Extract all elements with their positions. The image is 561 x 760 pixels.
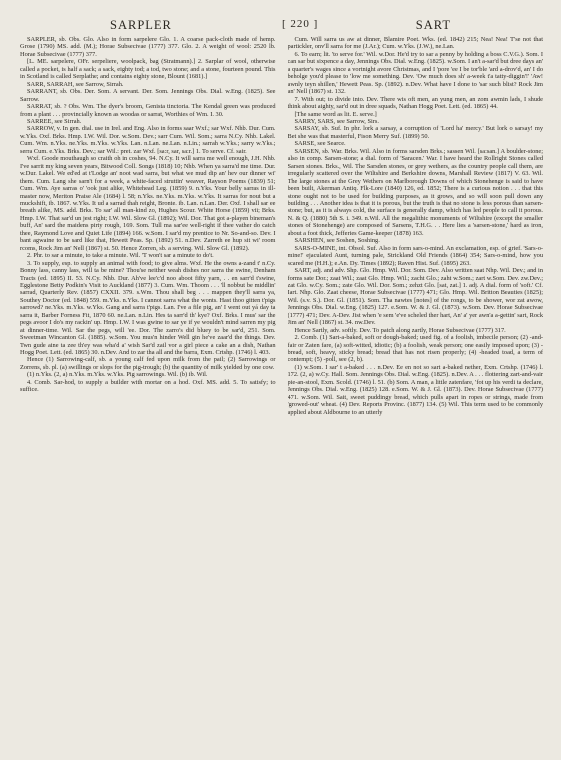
left-column [20, 36, 276, 760]
entry-paragraph: 7. With out; to divide into. Dev. There wis oft men, an yung men, an zom awmin lads, I shude think about aighty, sar'd out in dree squads, Nathan Hogg Poet. Lett. (ed. 1865) 44. [287, 95, 543, 111]
entry-paragraph: [The same word as lit. E. serve.] [294, 110, 377, 118]
entry-paragraph: SARRANT, sb. Obs. Der. Som. A servant. Der. Som. Jennings Obs. Dial. w.Eng. (1825). See Sarrow. [20, 88, 276, 103]
entry-paragraph: SARR, SARRAH, see Sarrow, Sirrah. [27, 80, 124, 88]
entry-paragraph: 6. To earn; lit. 'to serve for.' Wil. w.Dor. He'd try to sar a penny by holding a boss C.V.G.). Som. I can sar but sixpence a day, Jennings Obs. Dial. w.Eng. (1825). w.Som. I an't a-sar'd but dree days an' a quarter's wages since a vortnight avore Christmas, and I 'pore 'ee I be tor'ble 'ard a-drov'd, an' I do beholge you'd please to 'low me something. Dev. 'Ow much does sh' a-week t'a tatty-diggin'!' 'Aw! awnly teyn shillen,' Hewett Peas. Sp. (1892). n.Dev. What have I done to 'sar such blist? Rock Jim an' Nell (1867) st. 132. [287, 50, 543, 96]
entry-paragraph: (1) n.Yks. (2, a) n.Yks. m.Yks. w.Yks. Pig sarrowings. Wil. (b) ib. Wil. [27, 371, 208, 379]
entry-paragraph: 4. Comb. Sar-hod, to supply a builder with mortar on a hod. Oxf. MS. add. 5. To satisfy; to suffice. [20, 378, 276, 394]
entry-paragraph: 3. To supply, esp. to supply an animal with food; to give alms. Wxf. He the owns a-zand t' n.Cy. Bonny lass, canny lass, will ta be mine? Thou'se neither weah dishes nor sarra the swine, Denham Tracts (ed. 1895) II. 53. N.Cy. Nhb. Dur. Ah've lee'c'd noo aboot fifty yarn, . . en sarr'd t'swine, Egglestone Betty Podkin's Visit to Auckland (1877) 3. Cum. Wm. Thoom . . . 'll nobbut be middlin' sarrad, Quarterly Rev. (1857) CXXII. 379. s.Wm. Thou shall beg . . . mappen they'll sarra ya, Southey Doctor (ed. 1848) 559. m.Yks. n.Yks. I cannot sarra what the wonts. Hast thoo gitten t'pigs sarrowd? ne.Yks. m.Yks. w.Yks. Gang and sarra t'pigs. Lan. I've a file pig, an' I went out yá day ta sarra it, Barber Forness Fit, 1870 60. ne.Lan. n.Lin. Hes ta sarr'd th' kye? Oxf. Brks. I mus' sar the pegs avoor I do's my rackin' up. Hmp. I.W. I was gwine to sar ye if ye wouldn't mind sarren my pig at dinner-time. Wil. Sar the pegs, will 'ee. Dor. The zarro's did bluey to be sar'd, 251. Som. Sweetman Wincanton Gl. (1885). w.Som. You mus'n hinder Well gin he've zaar'd the things. Dev. Twn gude aine ta zee th'ey was wha'd a' wish Sar'd zail vor a girl piece a cake an a dish, Nathan Hogg Poet. Lett. (ed. 1865) 30. n.Dev. And to zar tha all and the barra, Exm. Crtshp. (1746) l. 403. [20, 259, 276, 357]
entry-paragraph: Wxf. Goode mouthaugh so craith oh in coshes, 94. N.Cy. It will sarra me well enough, J.H. Nhb. I've sarrit my king seven years, Bitwood Coll. Songs (1818) 10; Nhb. When ya sarra'd me time. Dur. w.Dur. Lakel. We ed'ed at t'Lodge an' noot wad sarra, but what we mud dip an' hev our dinner wi' them. Cum. Lang she sarn't for a week, a white-faced struttin' weaver, Rayson Poems (1839) 51; Cum. Wm. Aye sarras o' 'ook just alike, Whitehead Leg. (1859) 9. n.Yks. Your belly sarras in ill-master now, Meriton Praise Ale (1684) l. 58; n.Yks. ne.Yks. m.Yks. w.Yks. It sarras for nout but a muckshift, ib. 1867. w.Yks. It ud a sarrad thah reight, Bronte. ib. Lan. n.Lan. Der. Oxf. I shall sar ee breath alike, MS. add. Brks. To sar' all man-kind zo, Hughes Scour. White Horse (1859) vii; Brks. Hmp. I.W. That sar'd un jest right; I.W. Wil. Slow Gl. (1892); Wil. Dor. That got a-playen bineman's buff, An' sard the maidens pirty rough, 169. Som. Tull ma sar'ee well-right if thee vather do catch thee, Raymond Love and Quiet Life (1894) 166. w.Som. I sar'd my prentice to Nr. So-and-so. Dev. I bant agwaine to be sard like that, Hewett Peas. Sp. (1892) 51. n.Dev. Zarreth ee hup sit wi' room rcoms, Rock Jim an' Nell (1867) st. 50. Hence Zorren, sb. a serving. Wil. Slow Gl. (1892). [20, 155, 276, 252]
page-header [20, 14, 543, 36]
entry-paragraph: 2. Comb. (1) Sart-a-baked, soft or dough-baked; used fig. of a foolish, imbecile person; (2) -and-fair or Zaten fare, (a) soft-witted, idiotic; (b) a foolish, weak person; one easily imposed upon; (3) -bread, soft, heavy, sticky bread; bread that has not risen properly; (4) -headed toad, a term of contempt; (5) -poll, see (2, b). [287, 334, 543, 364]
entry-paragraph: SARSE, see Searce. [294, 140, 346, 148]
entry-paragraph: SARSAY, sb. Suf. In phr. lork a sarsay, a corruption of 'Lord ha' mercy.' But lork o sarsay! my Bet she was that masterful, Fison Merry Suf. (1899) 50. [287, 125, 543, 140]
entry-paragraph: SARS-O-MINE, int. Obsol. Suf. Also in form sars-o-mind. An exclamation, esp. of grief. 'Sars-o-mine!' ejaculated Aunt, turning pale, Strickland Old Friends (1864) 354; Sars-o-mind, how you scared me (H.H.); e.An. Dy. Times (1892); Raven Hist. Suf. (1895) 263. [287, 244, 543, 267]
entry-paragraph: SARRY, SARS, see Sarrow, Sirs. [294, 117, 379, 125]
page-number: [ 220 ] [282, 18, 319, 30]
right-column [288, 36, 544, 760]
entry-paragraph: SARREE, see Sirrah. [27, 117, 82, 125]
header-left-headword: SARPLER [110, 18, 172, 32]
entry-paragraph: SARSEN, sb. War. Brks. Wil. Also in forms sarsden Brks.; sassen Wil. [sa:san.] A boulder-stone; also in comp. Sarsen-stone; a dial. form of 'Saracen.' War. I have heard the Rollright Stones called Sarsen stones. Brks., Wil. The Sarsden stones, or grey wethers, as the country people call them, are irregularly scattered over the Wiltshire and Berkshire downs, Marshall Review (1817) V. 63. Wil. The large stones at the Grey Wethers on Marlborough Downs of which Stonehenge is said to have been built, Akerman Antiq. Flk-Lore (1840) 126, ed. 1852; There is a curious notion . . . that this stone ought not to be used for building purposes, as it grows, and so will soon pull down any building . . . Another idea is that it is porous, but the truth is that no stone is less porous than sarsen-stone; but, as it is always cold, the surface is generally damp, which has led people to call it porous. N. & Q. (1880) 5th S. i. 349. n.Wil. All the megalithic monuments of Wiltshire (except the smaller stones of Stonehenge) are composed of Sarsens, T.H.G. . . Here lies a 'sarsen-stone,' hard as iron, about a foot thick, Jefferies Game-keeper (1878) 163. [287, 147, 543, 237]
entry-paragraph: (1) w.Som. I sar' t a-baked . . . n.Dev. Ee en not so sart a-baked nether, Exm. Crtshp. (1746) l. 172. (2, a) w.Cy. Hall. Som. Jennings Obs. Dial. w.Eng. (1825). n.Dev. A . . . flottering zart-and-vair pie-an-stool, Exm. Scold. (1746) l. 51. (b) Som. A man, a little zatenfare, 'fot up his verdi ta declare, Jennings Obs. Dial. w.Eng. (1825) 128. e.Som. W. & J. Gl. (1873). Dev. Horae Subsecivae (1777) 471. w.Som. Wil. Sait, sweet puddingy bread, which pulls apart in ropes or strings, made from 'growed-out' wheat. (4) Dev. Reports Provinc. (1877) 134. (5) Wil. This term used to be commonly applied about Aldbourne to an utterly [287, 363, 543, 416]
text-columns [20, 36, 543, 760]
entry-paragraph: [L. ME. sarpelere, OFr. serpeliere, woolpack, bag (Stratmann).] 2. Sarplar of wool, otherwise called a pocket, is half a sack; a sack, eighty tod; a tod, two stone; and a stone, fourteen pound. This in Scotland is called Serplathe; and contains eighty stone, Blount (1681).] [20, 58, 276, 81]
entry-paragraph: SARRAT, sb. ? Obs. Wm. The dyer's broom, Genista tinctoria. The Kendal green was produced from a plant . . . provincially known as woodas or sarrat, Worthies of Wm. I. 30. [20, 103, 276, 118]
entry-paragraph: Hence (1) Sarrowing-calf, sb. a young calf fed upon milk from the pail; (2) Sarrowings or Zorrens, sb. pl. (a) swillings or slops for the pig-trough; (b) the quantity of milk yielded by one cow. [20, 356, 276, 371]
entry-paragraph: SARPLER, sb. Obs. Glo. Also in form sarpelere Glo. 1. A coarse pack-cloth made of hemp. Grose (1790) MS. add. (M.); Horae Subsecivae (1777) 377. Glo. 2. A weight of wool: 2520 lb. Horae Subsecivae (1777) 377. [20, 36, 276, 58]
entry-paragraph: Cum. Will sarra us aw at dinner, Blamire Poet. Wks. (ed. 1842) 215; Nea! Nea! T'se not that partickler, onv'll sarra for me (J.Ar.); Cum. w.Yks. (J.W.), ne.Lan. [287, 36, 543, 51]
entry-paragraph: Hence Sartly, adv. softly. Dev. To patch along zartly, Horae Subsecivae (1777) 317. [294, 326, 506, 334]
entry-paragraph: SARROW, v. In gen. dial. use in Irel. and Eng. Also in forms saar Wxf.; sar Wxf. Nhb. Dur. Cum. w.Yks. Oxf. Brks. Hmp. I.W. Wil. Dor. w.Som. Dev.; sarr Cum. Wil. Som.; sarra N.Cy. Nhb. Lakel. Cum. Wm. n.Yks. ne.Yks. m.Yks. w.Yks. Lan. n.Lan. ne.Lan. n.Lin.; sarrah w.Yks.; sarry w.Yks.; serra Cum. e.Yks. Brks. Dev.; sar Wil.: pret. zar Wxf. [sa:r, sar, sa:r.] 1. To serve. Cf. sair. [20, 125, 276, 155]
entry-paragraph: SARSHEN, see Soshen, Soshing. [294, 237, 380, 245]
header-right-headword: SART [415, 18, 451, 32]
entry-paragraph: 2. Phr. to sar a minute, to take a minute. Wil. 'T won't sar a minute to do't. [27, 252, 214, 260]
entry-paragraph: SART, adj. and adv. Shp. Glo. Hmp. Wil. Dor. Som. Dev. Also written saat Nhp. Wil. Dev.; and in forms sate Dor.; zaat Wil.; zaat Glo. Hmp. Wil.; zacht Glo.; zaht w.Som.; zart w.Som. Dev. zw.Dev.; zat Glo. w.Cy. Som.; zate Glo. Wil. Dor. Som.; zehzt Glo. [sat, zat.] 1. adj. A dial. form of 'soft.' Cf. Iart. Nhp. Glo. Zaat cheese, Horae Subsecivae (1777) 471; Glo. Hmp. Wil. Britton Beauties (1825); Wil. (s.v. S.). Dor. Gl. (1851). Som. Tha nawtes [notes] of the rongs, to be shower, wor zat awow, Jennings Obs. Dial. w.Eng. (1825) 127. e.Som. W. & J. Gl. (1873). w.Som. Dev. Horae Subsecivae (1777) 471; Dev. A-Dev. Jist when 'e sem 'e've scheled ther hart, An' a' yer awn'a a-gettin' sart, Rock Jim an' Nell (1867) st. 34. nw.Dev. [287, 267, 543, 327]
